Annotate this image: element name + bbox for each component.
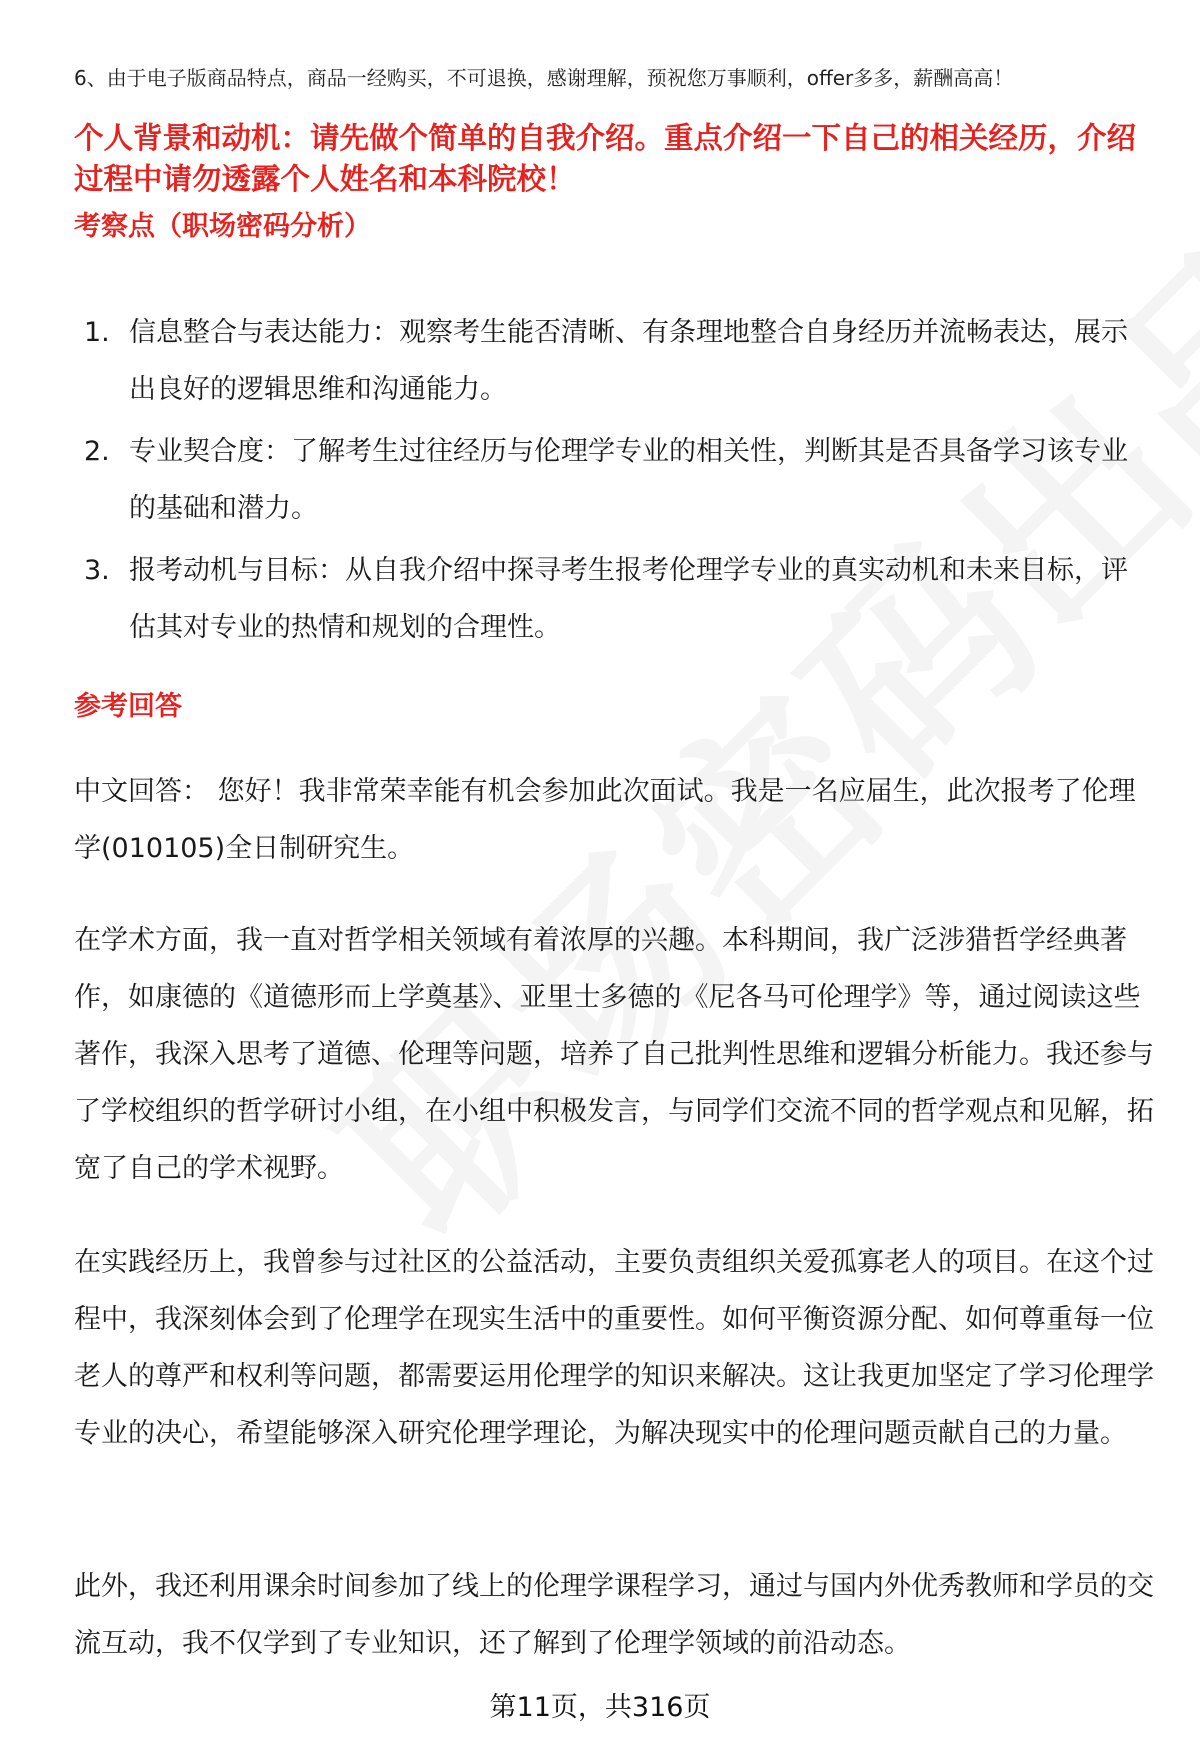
answer-paragraph-academic: 在学术方面，我一直对哲学相关领域有着浓厚的兴趣。本科期间，我广泛涉猎哲学经典著作，如康德的《道德形而上学奠基》、亚里士多德的《尼各马可伦理学》等，通过阅读这些著作，我深入思考了道德、伦理等问题，培养了自己批判性思维和逻辑分析能力。我还参与了学校组织的哲学研讨小组，在小组中积极发言，与同学们交流不同的哲学观点和见解，拓宽了自己的学术视野。: [74, 925, 1154, 1184]
point-text: 报考动机与目标：从自我介绍中探寻考生报考伦理学专业的真实动机和未来目标，评估其对专业的热情和规划的合理性。: [129, 555, 1128, 643]
question-heading: 个人背景和动机：请先做个简单的自我介绍。重点介绍一下自己的相关经历，介绍过程中请勿透露个人姓名和本科院校！: [74, 121, 1137, 196]
point-number: 1.: [84, 317, 110, 348]
answer-title: 参考回答: [74, 691, 182, 722]
point-text: 专业契合度：了解考生过往经历与伦理学专业的相关性，判断其是否具备学习该专业的基础和潜力。: [129, 436, 1128, 524]
purchase-note: 6、由于电子版商品特点，商品一经购买，不可退换，感谢理解，预祝您万事顺利，offer多多，薪酬高高！: [74, 66, 1014, 90]
analysis-point: [74, 423, 1154, 537]
page-number-footer: 第11页，共316页: [489, 1692, 711, 1723]
analysis-points-list: [74, 304, 1154, 661]
point-text: 信息整合与表达能力：观察考生能否清晰、有条理地整合自身经历并流畅表达，展示出良好的逻辑思维和沟通能力。: [129, 317, 1128, 405]
analysis-point: [74, 542, 1154, 656]
point-number: 3.: [84, 555, 110, 586]
analysis-title: 考察点（职场密码分析）: [74, 211, 371, 242]
analysis-point: [74, 304, 1154, 418]
answer-paragraph-extra: 此外，我还利用课余时间参加了线上的伦理学课程学习，通过与国内外优秀教师和学员的交流互动，我不仅学到了专业知识，还了解到了伦理学领域的前沿动态。: [74, 1571, 1154, 1659]
point-number: 2.: [84, 436, 110, 467]
answer-paragraph-practice: 在实践经历上，我曾参与过社区的公益活动，主要负责组织关爱孤寡老人的项目。在这个过程中，我深刻体会到了伦理学在现实生活中的重要性。如何平衡资源分配、如何尊重每一位老人的尊严和权利等问题，都需要运用伦理学的知识来解决。这让我更加坚定了学习伦理学专业的决心，希望能够深入研究伦理学理论，为解决现实中的伦理问题贡献自己的力量。: [74, 1247, 1154, 1449]
answer-paragraph-intro: 中文回答： 您好！我非常荣幸能有机会参加此次面试。我是一名应届生，此次报考了伦理学(010105)全日制研究生。: [74, 776, 1136, 864]
